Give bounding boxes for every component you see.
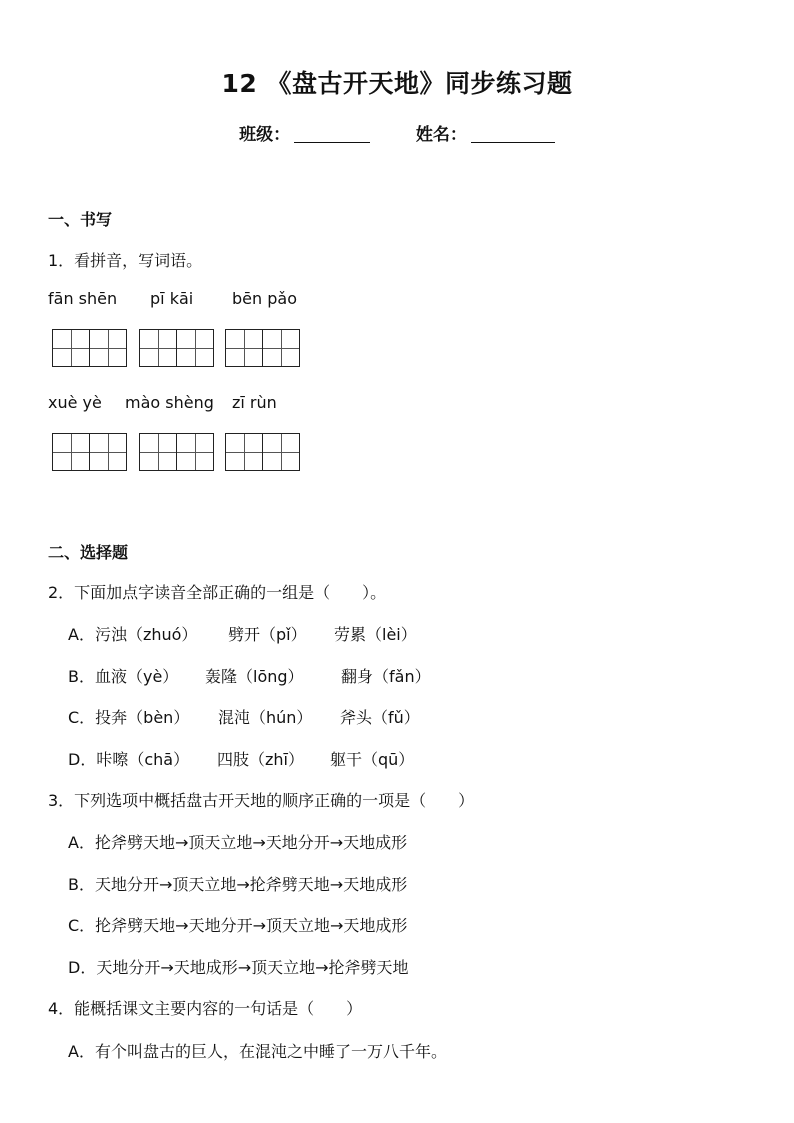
writing-box-3[interactable] [225, 329, 300, 367]
q3-option-c[interactable]: C．抡斧劈天地→天地分开→顶天立地→天地成形 [68, 916, 408, 935]
q2-option-b[interactable]: B．血液（yè） 轰隆（lōng） 翻身（fǎn） [68, 667, 431, 686]
page-title: 12 《盘古开天地》同步练习题 [221, 69, 573, 98]
writing-box-2[interactable] [139, 329, 214, 367]
question-1-prompt: 1．看拼音，写词语。 [48, 251, 203, 270]
q3-option-b[interactable]: B．天地分开→顶天立地→抡斧劈天地→天地成形 [68, 875, 408, 894]
pinyin-1: fān shēn [48, 289, 118, 308]
section-heading-choice: 二、选择题 [48, 543, 129, 562]
writing-box-1[interactable] [52, 329, 127, 367]
writing-box-5[interactable] [139, 433, 214, 471]
q3-option-a[interactable]: A．抡斧劈天地→顶天立地→天地分开→天地成形 [68, 833, 408, 852]
q2-option-c[interactable]: C．投奔（bèn） 混沌（hún） 斧头（fǔ） [68, 708, 420, 727]
pinyin-5: mào shèng [125, 393, 214, 412]
name-label: 姓名： [415, 125, 467, 145]
q2-option-a[interactable]: A．污浊（zhuó） 劈开（pǐ） 劳累（lèi） [68, 625, 417, 644]
writing-box-6[interactable] [225, 433, 300, 471]
q4-option-a[interactable]: A．有个叫盘古的巨人，在混沌之中睡了一万八千年。 [68, 1042, 447, 1061]
class-blank[interactable] [294, 124, 370, 143]
question-4-prompt: 4．能概括课文主要内容的一句话是（ ） [48, 999, 363, 1018]
pinyin-6: zī rùn [232, 393, 277, 412]
question-2-prompt: 2．下面加点字读音全部正确的一组是（ ）。 [48, 583, 387, 602]
question-3-prompt: 3．下列选项中概括盘古开天地的顺序正确的一项是（ ） [48, 791, 475, 810]
pinyin-3: bēn pǎo [232, 289, 297, 308]
class-label: 班级： [239, 125, 291, 145]
writing-box-4[interactable] [52, 433, 127, 471]
q3-option-d[interactable]: D．天地分开→天地成形→顶天立地→抡斧劈天地 [68, 958, 409, 977]
q2-option-d[interactable]: D．咔嚓（chā） 四肢（zhī） 躯干（qū） [68, 750, 415, 769]
pinyin-2: pī kāi [150, 289, 194, 308]
name-blank[interactable] [471, 124, 555, 143]
pinyin-4: xuè yè [48, 393, 102, 412]
student-info [0, 120, 794, 145]
section-heading-writing: 一、书写 [48, 210, 113, 229]
